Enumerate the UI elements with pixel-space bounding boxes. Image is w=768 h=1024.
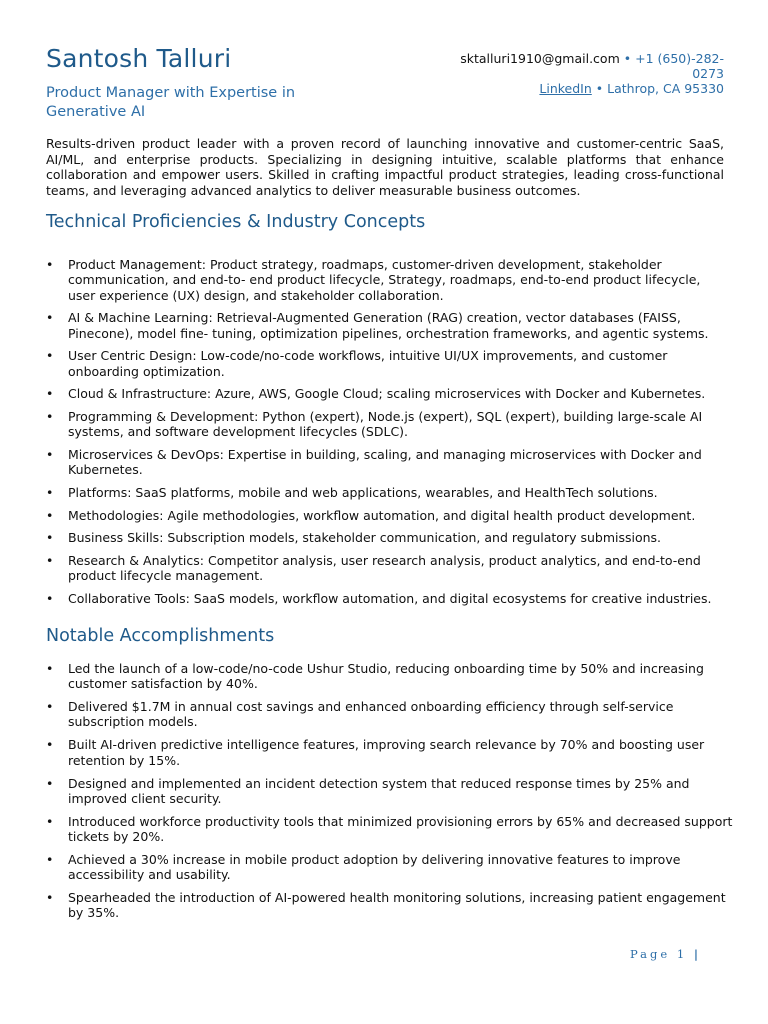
page-footer xyxy=(0,947,698,961)
page-number: Page 1 xyxy=(629,947,688,961)
list-item: • Platforms: SaaS platforms, mobile and web applications, wearables, and HealthTech solutions. xyxy=(46,485,716,500)
accomplishments-list xyxy=(46,661,740,928)
list-item: • Business Skills: Subscription models, stakeholder communication, and regulatory submissions. xyxy=(46,530,716,545)
phone-number: +1 (650)-282-0273 xyxy=(635,51,724,81)
candidate-tagline: Product Manager with Expertise in Generative AI xyxy=(46,85,296,120)
professional-summary: Results-driven product leader with a proven record of launching innovative and customer-centric SaaS, AI/ML, and enterprise products. Specializing in designing intuitive, scalable platforms that enhance collaboration and empower users. Skilled in crafting impactful product strategies, leading cross-functional teams, and leveraging advanced analytics to deliver measurable business outcomes. xyxy=(46,136,724,198)
footer-bar: | xyxy=(693,947,698,961)
linkedin-link[interactable]: LinkedIn xyxy=(539,81,592,96)
resume-header xyxy=(46,44,724,124)
list-item: • Programming & Development: Python (expert), Node.js (expert), SQL (expert), building large-scale AI systems, and software development lifecycles (SDLC). xyxy=(46,409,716,440)
list-item: • Introduced workforce productivity tools that minimized provisioning errors by 65% and decreased support tickets by 20%. xyxy=(46,814,740,845)
section-title-technical: Technical Proficiencies & Industry Concepts xyxy=(46,212,426,232)
list-item: • User Centric Design: Low-code/no-code workflows, intuitive UI/UX improvements, and customer onboarding optimization. xyxy=(46,348,716,379)
list-item: • Methodologies: Agile methodologies, workflow automation, and digital health product development. xyxy=(46,508,716,523)
separator: • xyxy=(595,81,604,96)
list-item: • Product Management: Product strategy, roadmaps, customer-driven development, stakeholder communication, and end-to- end product lifecycle, Strategy, roadmaps, end-to-end product lifecycle, user experience (UX) design, and stakeholder collaboration. xyxy=(46,257,716,303)
list-item: • Microservices & DevOps: Expertise in building, scaling, and managing microservices with Docker and Kubernetes. xyxy=(46,447,716,478)
list-item: • Achieved a 30% increase in mobile product adoption by delivering innovative features to improve accessibility and usability. xyxy=(46,852,740,883)
separator: • xyxy=(623,51,632,66)
candidate-name: Santosh Talluri xyxy=(46,44,232,73)
list-item: • Designed and implemented an incident detection system that reduced response times by 25% and improved client security. xyxy=(46,776,740,807)
list-item: • Led the launch of a low-code/no-code Ushur Studio, reducing onboarding time by 50% and increasing customer satisfaction by 40%. xyxy=(46,661,740,692)
contact-info xyxy=(434,51,724,96)
list-item: • AI & Machine Learning: Retrieval-Augmented Generation (RAG) creation, vector databases (FAISS, Pinecone), model fine- tuning, optimization pipelines, orchestration frameworks, and agentic systems. xyxy=(46,310,716,341)
list-item: • Cloud & Infrastructure: Azure, AWS, Google Cloud; scaling microservices with Docker and Kubernetes. xyxy=(46,386,716,401)
list-item: • Built AI-driven predictive intelligence features, improving search relevance by 70% and boosting user retention by 15%. xyxy=(46,737,740,768)
resume-page xyxy=(46,44,733,921)
list-item: • Spearheaded the introduction of AI-powered health monitoring solutions, increasing patient engagement by 35%. xyxy=(46,890,740,921)
list-item: • Collaborative Tools: SaaS models, workflow automation, and digital ecosystems for creative industries. xyxy=(46,591,716,606)
location: Lathrop, CA 95330 xyxy=(607,81,724,96)
email-address[interactable]: sktalluri1910@gmail.com xyxy=(460,51,620,66)
technical-list xyxy=(46,257,716,614)
section-title-accomplishments: Notable Accomplishments xyxy=(46,626,275,646)
list-item: • Research & Analytics: Competitor analysis, user research analysis, product analytics, and end-to-end product lifecycle management. xyxy=(46,553,716,584)
list-item: • Delivered $1.7M in annual cost savings and enhanced onboarding efficiency through self-service subscription models. xyxy=(46,699,740,730)
